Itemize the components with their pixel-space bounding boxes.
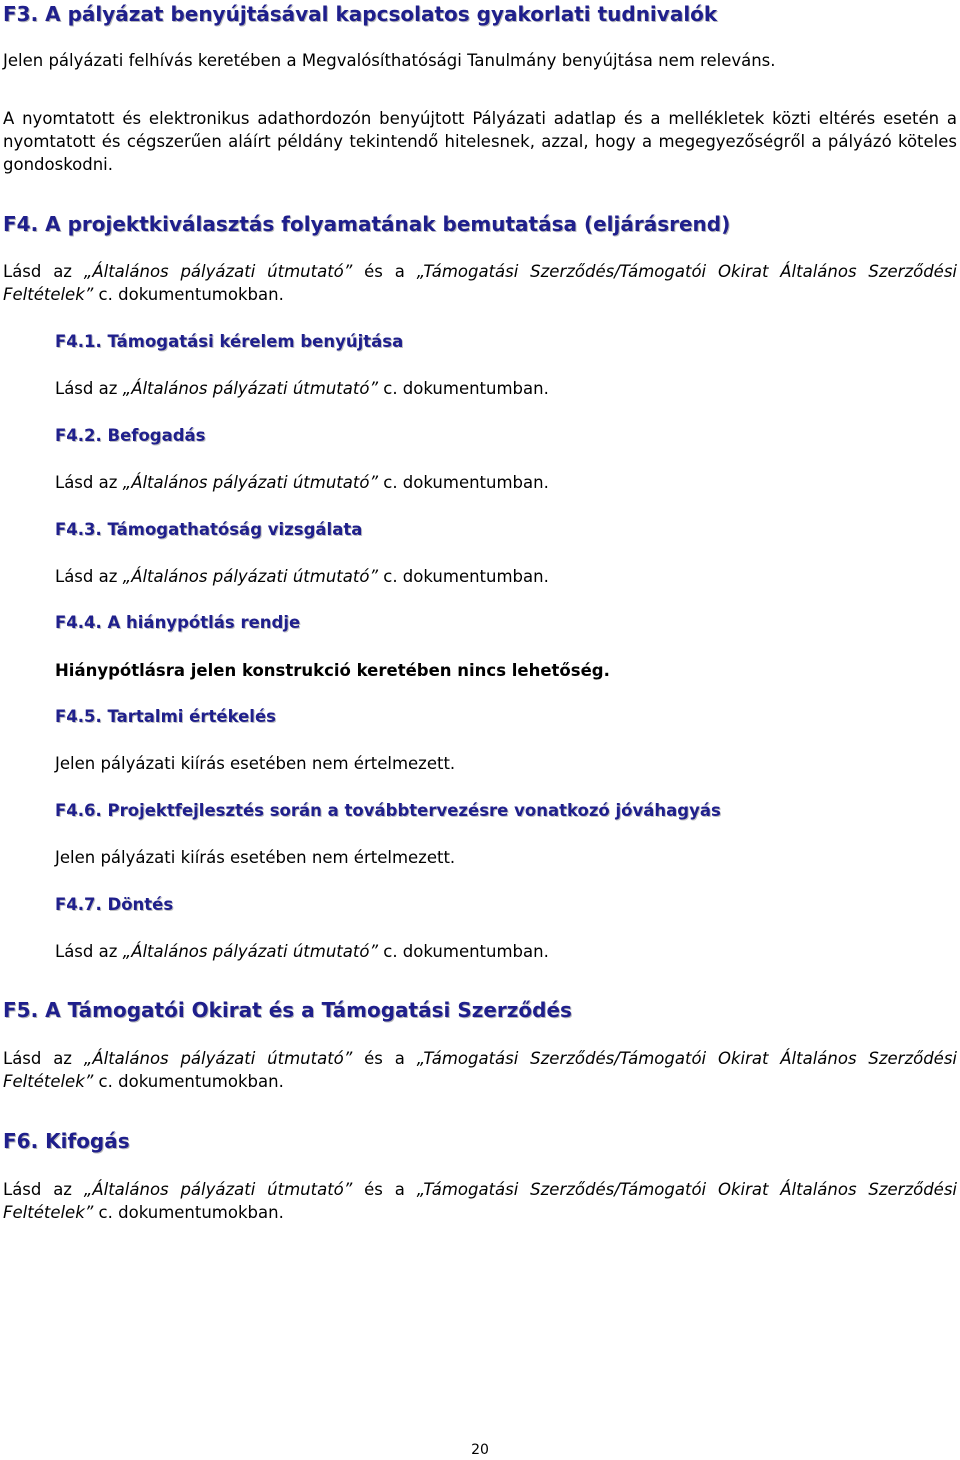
- ref-tail: c. dokumentumban.: [378, 942, 549, 961]
- ref-tail: c. dokumentumokban.: [93, 1072, 284, 1091]
- f4-3-reference: [55, 565, 957, 588]
- ref-lead: Lásd az: [3, 1049, 84, 1068]
- f4-5-text: Jelen pályázati kiírás esetében nem értelmezett.: [55, 754, 456, 773]
- subsection-f4-4-heading: F4.4. A hiánypótlás rendje: [55, 613, 301, 632]
- subsection-f4-5-heading: F4.5. Tartalmi értékelés: [55, 707, 276, 726]
- subsection-f4-1-heading: F4.1. Támogatási kérelem benyújtása: [55, 332, 404, 351]
- ref-mid: és a: [352, 1180, 417, 1199]
- section-f3-heading: F3. A pályázat benyújtásával kapcsolatos gyakorlati tudnivalók: [3, 2, 718, 26]
- ref-tail: c. dokumentumokban.: [93, 285, 284, 304]
- section-f4-heading: F4. A projektkiválasztás folyamatának bemutatása (eljárásrend): [3, 212, 731, 236]
- f4-7-reference: [55, 940, 957, 963]
- ref-tail: c. dokumentumban.: [378, 473, 549, 492]
- ref-lead: Lásd az: [3, 1180, 84, 1199]
- ref-tail: c. dokumentumokban.: [93, 1203, 284, 1222]
- f4-reference: [3, 260, 957, 306]
- doc-title-general-guide: „Általános pályázati útmutató”: [122, 567, 378, 586]
- ref-lead: Lásd az: [55, 379, 123, 398]
- ref-mid: és a: [352, 262, 417, 281]
- section-f6-heading: F6. Kifogás: [3, 1129, 130, 1153]
- doc-title-general-guide: „Általános pályázati útmutató”: [83, 1180, 353, 1199]
- subsection-f4-6-heading: F4.6. Projektfejlesztés során a továbbtervezésre vonatkozó jóváhagyás: [55, 801, 721, 820]
- doc-title-general-guide: „Általános pályázati útmutató”: [122, 379, 378, 398]
- doc-title-general-guide: „Általános pályázati útmutató”: [83, 262, 353, 281]
- ref-lead: Lásd az: [55, 473, 123, 492]
- f6-reference: [3, 1178, 957, 1224]
- ref-lead: Lásd az: [3, 262, 84, 281]
- doc-title-general-guide: „Általános pályázati útmutató”: [122, 473, 378, 492]
- doc-title-general-guide: „Általános pályázati útmutató”: [83, 1049, 353, 1068]
- ref-lead: Lásd az: [55, 942, 123, 961]
- subsection-f4-7-heading: F4.7. Döntés: [55, 895, 174, 914]
- f4-2-reference: [55, 471, 957, 494]
- ref-mid: és a: [352, 1049, 417, 1068]
- doc-title-general-guide: „Általános pályázati útmutató”: [122, 942, 378, 961]
- ref-tail: c. dokumentumban.: [378, 379, 549, 398]
- section-f5-heading: F5. A Támogatói Okirat és a Támogatási Szerződés: [3, 998, 572, 1022]
- page-number: 20: [471, 1442, 489, 1458]
- subsection-f4-3-heading: F4.3. Támogathatóság vizsgálata: [55, 520, 363, 539]
- doc-title-grant-contract: „Támogatási Szerződés/Támogatói Okirat Általános Szerződési Feltételek”: [3, 1180, 958, 1222]
- f5-reference: [3, 1047, 957, 1093]
- f4-1-reference: [55, 377, 957, 400]
- subsection-f4-2-heading: F4.2. Befogadás: [55, 426, 206, 445]
- doc-title-grant-contract: „Támogatási Szerződés/Támogatói Okirat Általános Szerződési Feltételek”: [3, 262, 958, 304]
- f4-6-text: Jelen pályázati kiírás esetében nem értelmezett.: [55, 848, 456, 867]
- f3-paragraph-1: Jelen pályázati felhívás keretében a Megvalósíthatósági Tanulmány benyújtása nem releváns.: [3, 51, 776, 70]
- ref-lead: Lásd az: [55, 567, 123, 586]
- f3-paragraph-2: A nyomtatott és elektronikus adathordozón benyújtott Pályázati adatlap és a mellékletek közti eltérés esetén a nyomtatott és cégszerűen aláírt példány tekintendő hitelesnek, azzal, hogy a megegyezőségről a pályázó köteles gondoskodni.: [3, 109, 957, 174]
- ref-tail: c. dokumentumban.: [378, 567, 549, 586]
- doc-title-grant-contract: „Támogatási Szerződés/Támogatói Okirat Általános Szerződési Feltételek”: [3, 1049, 958, 1091]
- f4-4-text: Hiánypótlásra jelen konstrukció keretében nincs lehetőség.: [55, 661, 610, 680]
